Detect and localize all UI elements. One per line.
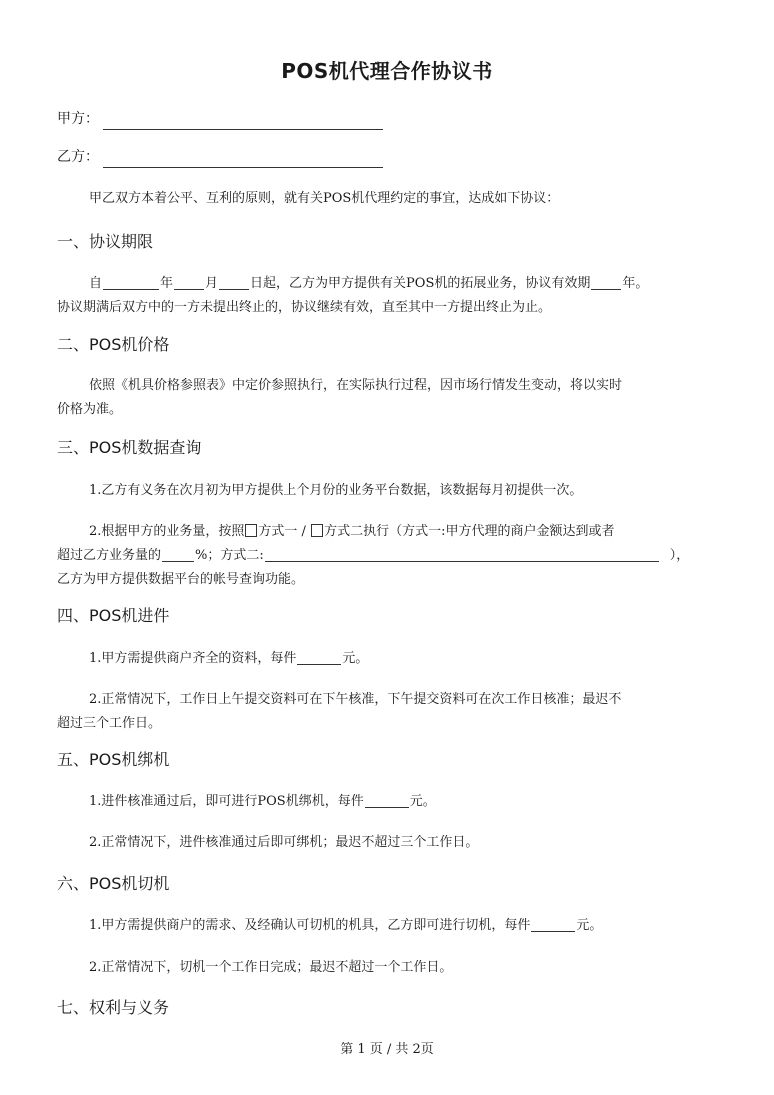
data-query-text-e: %；方式二: bbox=[195, 548, 264, 563]
switch-item2: 2.正常情况下，切机一个工作日完成；最迟不超过一个工作日。 bbox=[89, 960, 453, 975]
option2-checkbox[interactable] bbox=[311, 524, 323, 537]
switch-fee-blank[interactable] bbox=[531, 917, 575, 932]
section-heading-switch: 六、POS机切机 bbox=[57, 874, 170, 893]
term-paragraph-line2: 协议期满后双方中的一方未提出终止的，协议继续有效，直至其中一方提出终止为止。 bbox=[57, 300, 552, 315]
term-text-body: 日起，乙方为甲方提供有关POS机的拓展业务，协议有效期 bbox=[250, 276, 591, 291]
onboarding-text-a: 1.甲方需提供商户齐全的资料，每件 bbox=[89, 651, 297, 666]
option1-checkbox[interactable] bbox=[245, 524, 257, 537]
price-paragraph-line2: 价格为准。 bbox=[57, 402, 123, 417]
term-text-from: 自 bbox=[89, 276, 103, 291]
section-heading-rights: 七、权利与义务 bbox=[57, 998, 170, 1017]
data-query-item2-line1 bbox=[57, 520, 753, 544]
onboarding-item1 bbox=[57, 647, 753, 671]
party-b-blank[interactable] bbox=[103, 151, 383, 168]
percent-blank[interactable] bbox=[162, 547, 194, 562]
data-query-text-b: 方式一 / bbox=[258, 524, 311, 539]
data-query-text-a: 2.根据甲方的业务量，按照 bbox=[89, 524, 245, 539]
data-query-text-f: ）， bbox=[669, 548, 690, 563]
section-heading-term: 一、协议期限 bbox=[57, 232, 154, 251]
data-query-item2-line3: 乙方为甲方提供数据平台的帐号查询功能。 bbox=[57, 572, 305, 587]
party-a-blank[interactable] bbox=[103, 113, 383, 130]
intro-paragraph: 甲乙双方本着公平、互利的原则，就有关POS机代理约定的事宜，达成如下协议： bbox=[89, 191, 560, 206]
party-b-label: 乙方： bbox=[57, 149, 99, 165]
data-query-item2-line2 bbox=[57, 544, 721, 568]
party-b-line bbox=[57, 146, 383, 168]
document-title: POS机代理合作协议书 bbox=[281, 59, 493, 83]
onboarding-text-b: 元。 bbox=[342, 651, 369, 666]
switch-text-b: 元。 bbox=[576, 918, 603, 933]
data-query-text-d: 超过乙方业务量的 bbox=[57, 548, 162, 563]
binding-fee-blank[interactable] bbox=[365, 793, 409, 808]
section-heading-price: 二、POS机价格 bbox=[57, 335, 170, 354]
term-text-month: 月 bbox=[205, 276, 219, 291]
start-day-blank[interactable] bbox=[219, 275, 249, 290]
binding-text-b: 元。 bbox=[409, 794, 436, 809]
term-text-end: 年。 bbox=[622, 276, 649, 291]
section-heading-onboarding: 四、POS机进件 bbox=[57, 606, 170, 625]
binding-item2: 2.正常情况下，进件核准通过后即可绑机；最迟不超过三个工作日。 bbox=[89, 835, 479, 850]
term-years-blank[interactable] bbox=[591, 275, 621, 290]
onboarding-fee-blank[interactable] bbox=[297, 650, 341, 665]
party-a-label: 甲方： bbox=[57, 111, 99, 127]
term-text-year: 年 bbox=[160, 276, 174, 291]
price-paragraph-line1: 依照《机具价格参照表》中定价参照执行，在实际执行过程，因市场行情发生变动，将以实时 bbox=[89, 378, 623, 393]
binding-item1 bbox=[57, 790, 753, 814]
party-a-line bbox=[57, 108, 383, 130]
onboarding-item2-line1: 2.正常情况下，工作日上午提交资料可在下午核准，下午提交资料可在次工作日核准；最迟不 bbox=[89, 692, 622, 707]
term-paragraph-line1 bbox=[57, 272, 753, 296]
binding-text-a: 1.进件核准通过后，即可进行POS机绑机，每件 bbox=[89, 794, 364, 809]
data-query-text-c: 方式二执行（方式一:甲方代理的商户金额达到或者 bbox=[324, 524, 615, 539]
page-footer: 第 1 页 / 共 2页 bbox=[340, 1042, 434, 1057]
section-heading-data-query: 三、POS机数据查询 bbox=[57, 438, 202, 457]
onboarding-item2-line2: 超过三个工作日。 bbox=[57, 716, 162, 731]
switch-item1 bbox=[57, 914, 753, 938]
switch-text-a: 1.甲方需提供商户的需求、及经确认可切机的机具，乙方即可进行切机，每件 bbox=[89, 918, 531, 933]
option2-description-blank[interactable] bbox=[265, 547, 659, 562]
section-heading-binding: 五、POS机绑机 bbox=[57, 750, 170, 769]
start-month-blank[interactable] bbox=[174, 275, 204, 290]
data-query-item1: 1.乙方有义务在次月初为甲方提供上个月份的业务平台数据，该数据每月初提供一次。 bbox=[89, 483, 583, 498]
start-year-blank[interactable] bbox=[103, 275, 159, 290]
